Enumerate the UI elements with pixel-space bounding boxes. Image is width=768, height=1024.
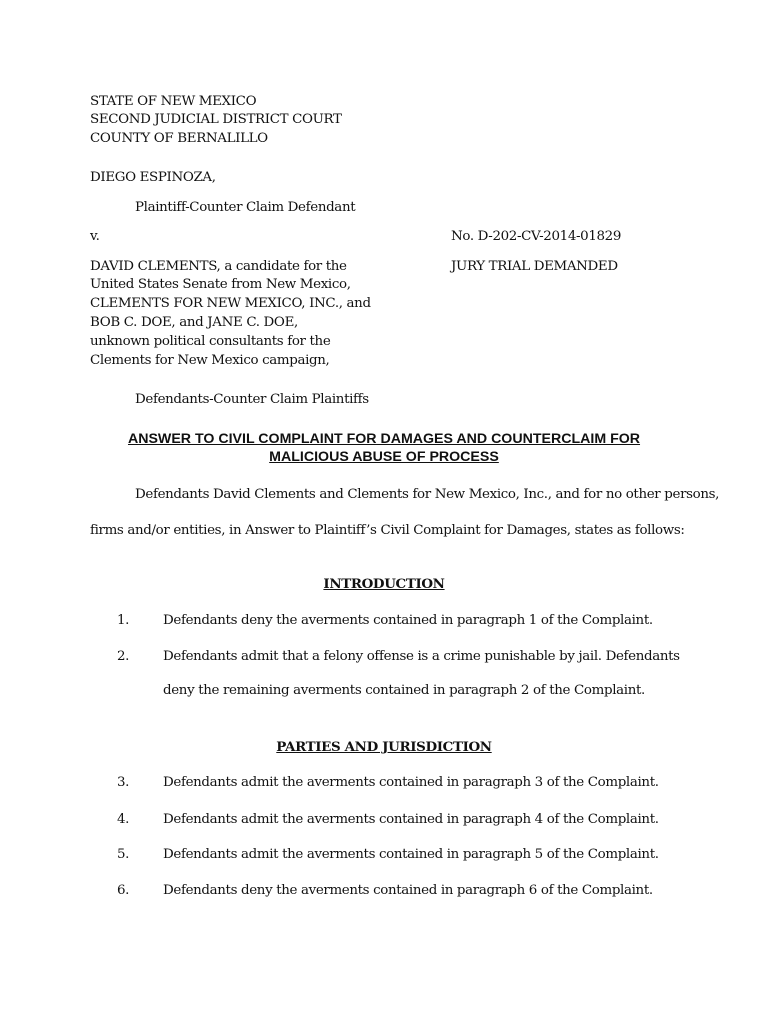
paragraph-number: 2. [117, 649, 130, 664]
paragraph-text: Defendants admit the averments contained in paragraph 4 of the Complaint. [163, 812, 659, 827]
plaintiff-name: DIEGO ESPINOZA, [90, 170, 216, 185]
intro-line-1: Defendants David Clements and Clements for New Mexico, Inc., and for no other persons, [135, 487, 720, 502]
paragraph-text: Defendants deny the averments contained in paragraph 1 of the Complaint. [163, 613, 653, 628]
paragraph-number: 4. [117, 812, 130, 827]
paragraph-number: 1. [117, 613, 130, 628]
section-heading-introduction: INTRODUCTION [323, 576, 445, 592]
versus-label: v. [90, 229, 100, 244]
document-title-line-1: ANSWER TO CIVIL COMPLAINT FOR DAMAGES AND COUNTERCLAIM FOR [127, 431, 641, 447]
defendant-line-3: CLEMENTS FOR NEW MEXICO, INC., and [90, 296, 371, 311]
case-number: No. D-202-CV-2014-01829 [451, 229, 622, 244]
paragraph-number: 5. [117, 847, 130, 862]
defendant-line-4: BOB C. DOE, and JANE C. DOE, [90, 315, 298, 330]
paragraph-text-continued: deny the remaining averments contained in paragraph 2 of the Complaint. [163, 683, 645, 698]
defendant-line-6: Clements for New Mexico campaign, [90, 353, 330, 368]
defendant-role: Defendants-Counter Claim Plaintiffs [135, 392, 369, 407]
defendant-line-1: DAVID CLEMENTS, a candidate for the [90, 259, 347, 274]
paragraph-number: 6. [117, 883, 130, 898]
defendant-line-5: unknown political consultants for the [90, 334, 331, 349]
paragraph-text: Defendants admit that a felony offense is a crime punishable by jail. Defendants [163, 649, 680, 664]
court-district: SECOND JUDICIAL DISTRICT COURT [90, 112, 342, 127]
court-county: COUNTY OF BERNALILLO [90, 131, 268, 146]
section-heading-parties: PARTIES AND JURISDICTION [276, 739, 492, 755]
document-title [90, 430, 678, 466]
court-state: STATE OF NEW MEXICO [90, 94, 257, 109]
paragraph-text: Defendants admit the averments contained in paragraph 5 of the Complaint. [163, 847, 659, 862]
paragraph-text: Defendants deny the averments contained in paragraph 6 of the Complaint. [163, 883, 653, 898]
document-title-line-2: MALICIOUS ABUSE OF PROCESS [269, 449, 499, 465]
paragraph-text: Defendants admit the averments contained in paragraph 3 of the Complaint. [163, 775, 659, 790]
jury-demand: JURY TRIAL DEMANDED [451, 259, 618, 274]
plaintiff-role: Plaintiff-Counter Claim Defendant [135, 200, 356, 215]
defendant-line-2: United States Senate from New Mexico, [90, 277, 351, 292]
intro-line-2: firms and/or entities, in Answer to Plaintiff’s Civil Complaint for Damages, states as follows: [90, 523, 685, 538]
paragraph-number: 3. [117, 775, 130, 790]
